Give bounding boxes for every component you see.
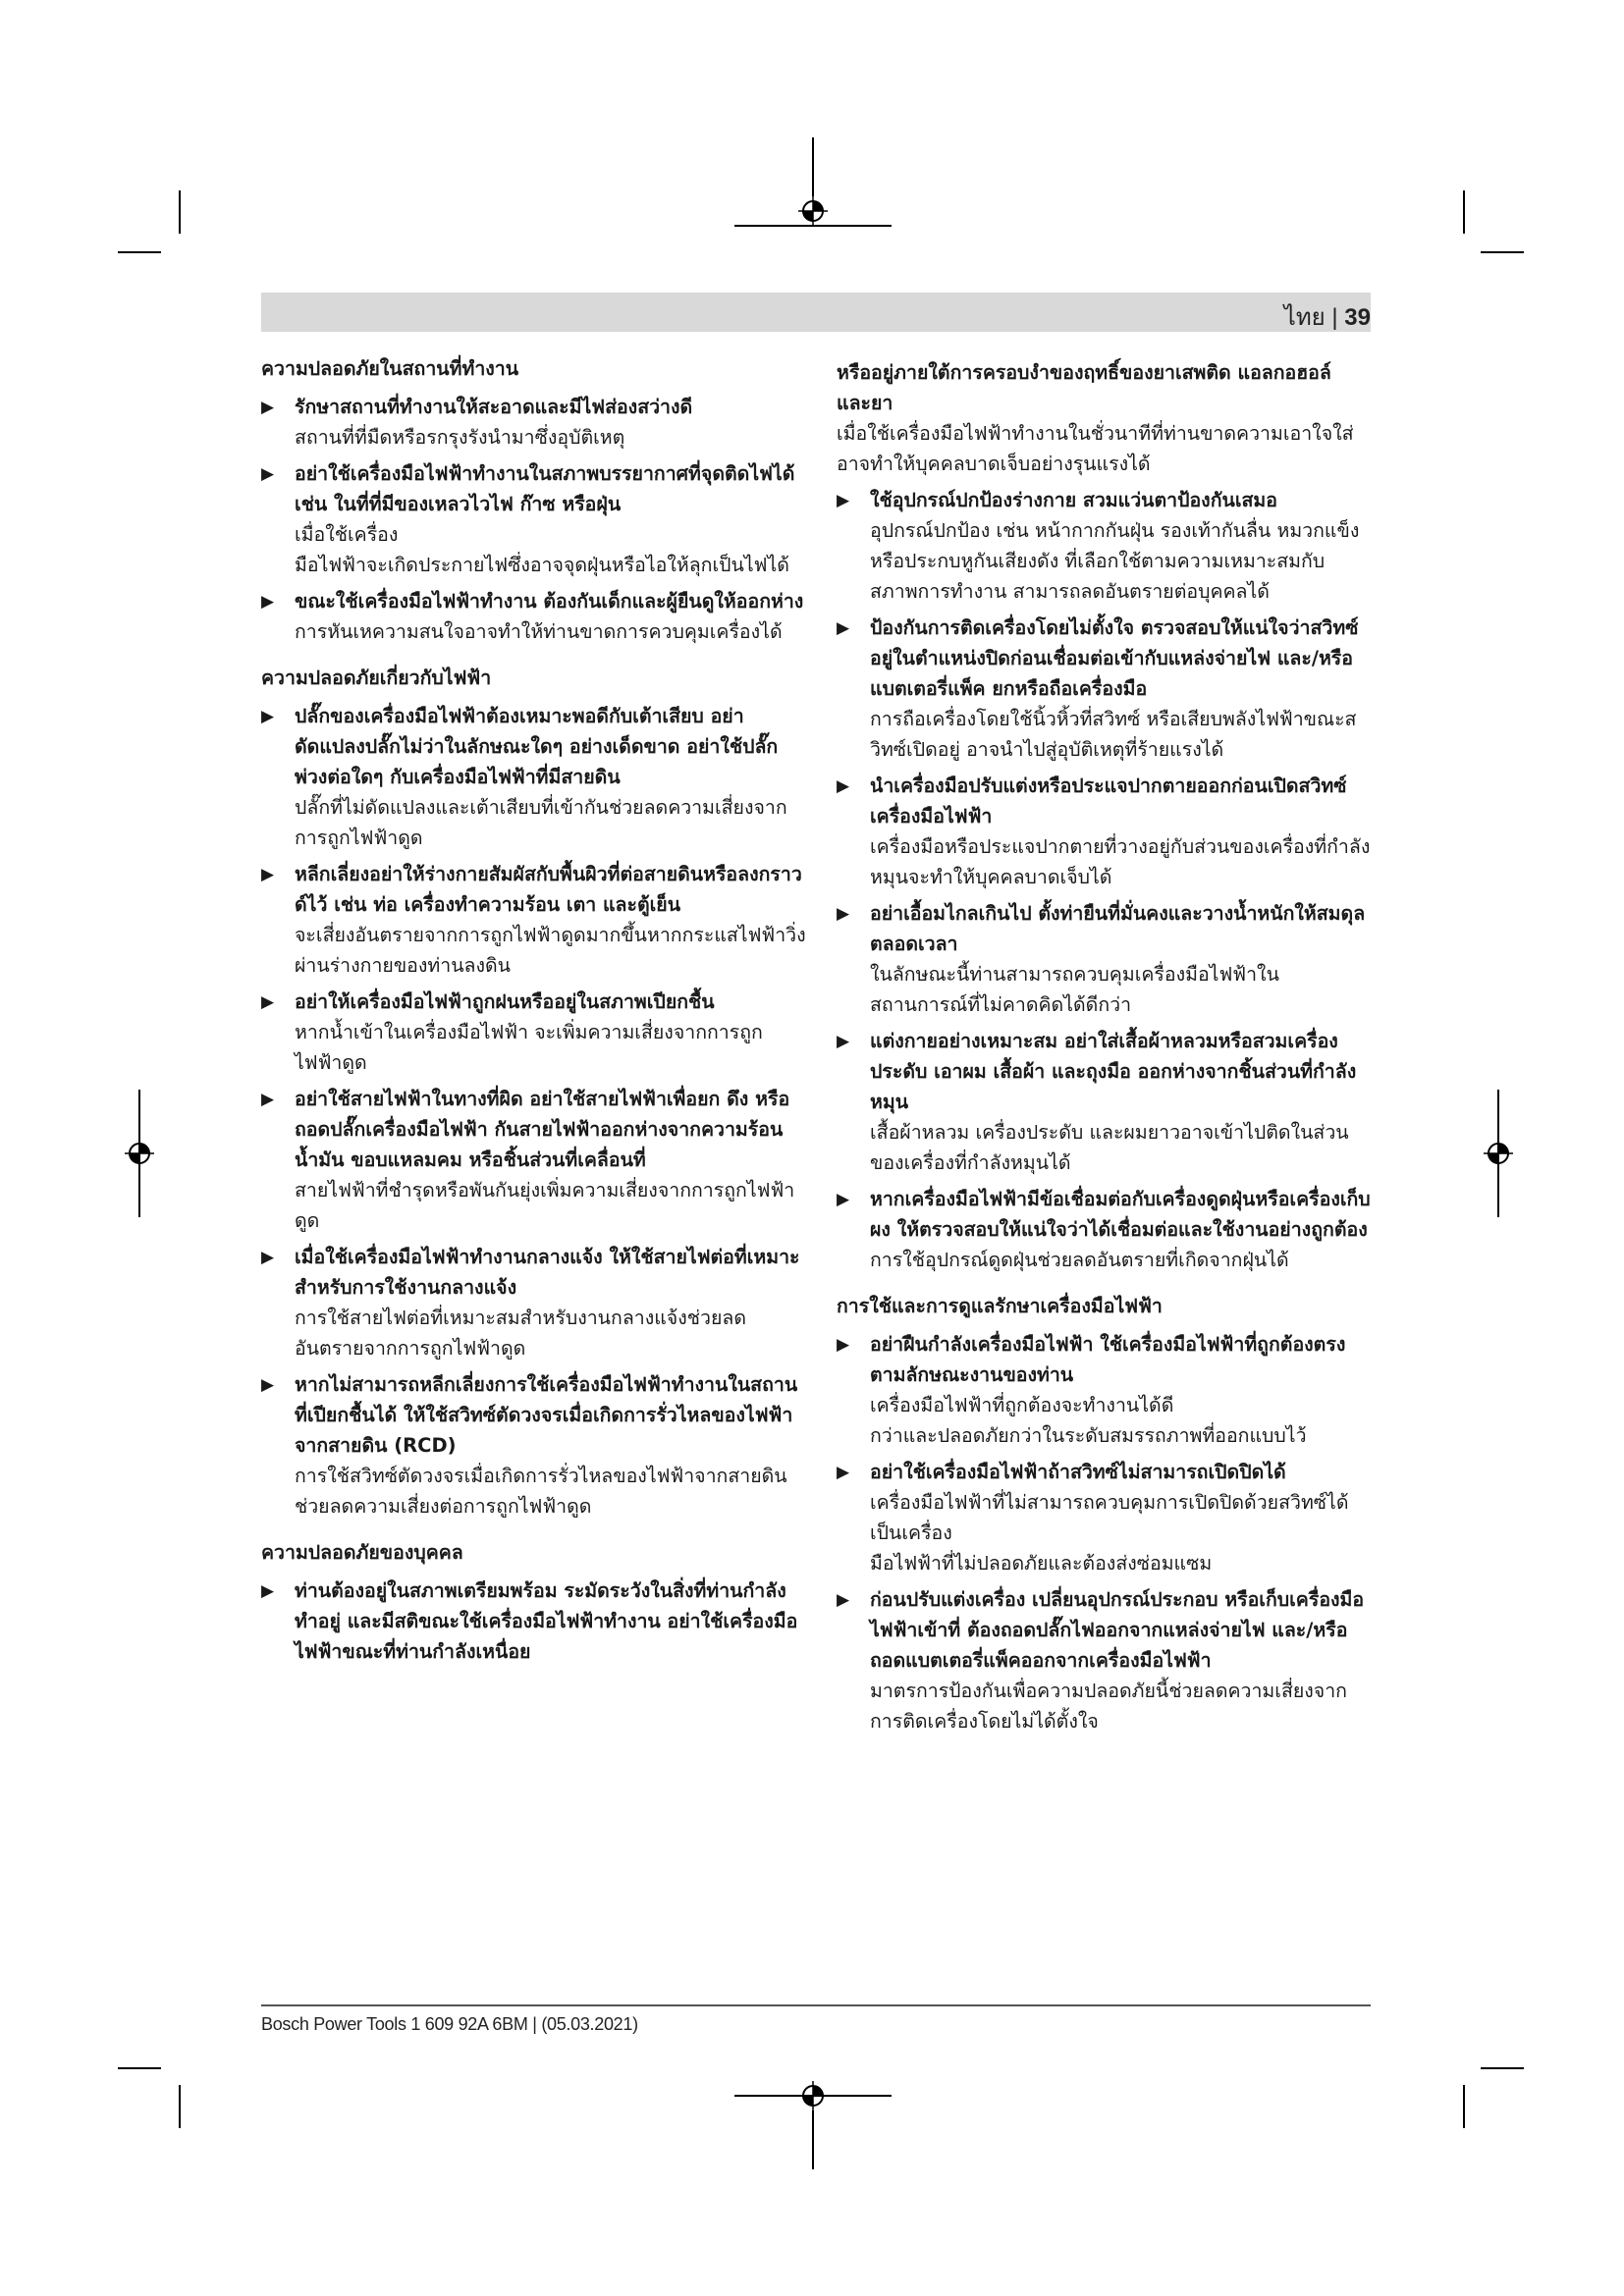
list-item: [261, 1369, 806, 1522]
item-text: การใช้สายไฟต่อที่เหมาะสมสำหรับงานกลางแจ้งช่วยลดอันตรายจากการถูกไฟฟ้าดูด: [295, 1307, 746, 1360]
item-bold-text: หลีกเลี่ยงอย่าให้ร่างกายสัมผัสกับพื้นผิวที่ต่อสายดินหรือลงกราวด์ไว้ เช่น ท่อ เครื่องทำความร้อน เตา และตู้เย็น: [295, 863, 802, 916]
bullet-triangle-icon: ▶: [261, 464, 275, 484]
item-text: ในลักษณะนี้ท่านสามารถควบคุมเครื่องมือไฟฟ้าในสถานการณ์ที่ไม่คาดคิดได้ดีกว่า: [870, 963, 1279, 1016]
right-column: [837, 357, 1372, 1742]
item-text: การใช้สวิทซ์ตัดวงจรเมื่อเกิดการรั่วไหลของไฟฟ้าจากสายดินช่วยลดความเสี่ยงต่อการถูกไฟฟ้าดูด: [295, 1465, 787, 1518]
registration-line: [734, 2095, 892, 2097]
list-item: [837, 1184, 1372, 1275]
item-text: เครื่องมือไฟฟ้าที่ถูกต้องจะทำงานได้ดี: [870, 1394, 1174, 1416]
bullet-triangle-icon: ▶: [261, 1375, 275, 1395]
item-bold-text: ขณะใช้เครื่องมือไฟฟ้าทำงาน ต้องกันเด็กและผู้ยืนดูให้ออกห่าง: [295, 590, 804, 613]
list-item: [837, 1584, 1372, 1736]
bullet-triangle-icon: ▶: [261, 398, 275, 417]
crop-mark: [179, 2085, 181, 2128]
list-item: [837, 771, 1372, 892]
list-item: [261, 392, 806, 453]
item-bold-text: ป้องกันการติดเครื่องโดยไม่ตั้งใจ ตรวจสอบให้แน่ใจว่าสวิทซ์อยู่ในตำแหน่งปิดก่อนเชื่อมต่อเข้ากับแหล่งจ่ายไฟ และ/หรือแบตเตอรี่แพ็ค ยกหรือถือเครื่องมือ: [870, 616, 1359, 700]
bullet-triangle-icon: ▶: [837, 491, 850, 510]
list-item: [261, 1242, 806, 1363]
item-bold-text: รักษาสถานที่ทำงานให้สะอาดและมีไฟส่องสว่างดี: [295, 396, 693, 418]
registration-line: [138, 1090, 140, 1217]
item-text: ปลั๊กที่ไม่ดัดแปลงและเต้าเสียบที่เข้ากันช่วยลดความเสี่ยงจากการถูกไฟฟ้าดูด: [295, 796, 787, 849]
section-heading: ความปลอดภัยในสถานที่ทำงาน: [261, 357, 519, 380]
item-bold-text: ปลั๊กของเครื่องมือไฟฟ้าต้องเหมาะพอดีกับเต้าเสียบ อย่าดัดแปลงปลั๊กไม่ว่าในลักษณะใดๆ อย่างเด็ดขาด อย่าใช้ปลั๊กพ่วงต่อใดๆ กับเครื่องมือไฟฟ้าที่มีสายดิน: [295, 705, 779, 788]
list-item: [261, 859, 806, 981]
item-text: การถือเครื่องโดยใช้นิ้วหิ้วที่สวิทซ์ หรือเสียบพลังไฟฟ้าขณะสวิทซ์เปิดอยู่ อาจนำไปสู่อุบัติเหตุที่ร้ายแรงได้: [870, 708, 1357, 761]
section-heading: การใช้และการดูแลรักษาเครื่องมือไฟฟ้า: [837, 1295, 1163, 1317]
bullet-triangle-icon: ▶: [837, 1463, 850, 1482]
bullet-triangle-icon: ▶: [837, 904, 850, 924]
crop-mark: [179, 190, 181, 234]
bullet-triangle-icon: ▶: [837, 618, 850, 638]
list-item: [837, 1026, 1372, 1178]
item-text: การหันเหความสนใจอาจทำให้ท่านขาดการควบคุมเครื่องได้: [295, 620, 783, 643]
item-bold-text: ท่านต้องอยู่ในสภาพเตรียมพร้อม ระมัดระวังในสิ่งที่ท่านกำลังทำอยู่ และมีสติขณะใช้เครื่องมือไฟฟ้าทำงาน อย่าใช้เครื่องมือไฟฟ้าขณะที่ท่านกำลังเหนื่อย: [295, 1579, 798, 1663]
bullet-triangle-icon: ▶: [261, 1090, 275, 1109]
item-bold-text: อย่าใช้เครื่องมือไฟฟ้าถ้าสวิทซ์ไม่สามารถเปิดปิดได้: [870, 1461, 1286, 1483]
list-item: [837, 1457, 1372, 1578]
item-text: สถานที่ที่มืดหรือรกรุงรังนำมาซึ่งอุบัติเหตุ: [295, 426, 625, 449]
item-bold-text: อย่าเอื้อมไกลเกินไป ตั้งท่ายืนที่มั่นคงและวางน้ำหนักให้สมดุลตลอดเวลา: [870, 902, 1366, 955]
item-bold-text: หากเครื่องมือไฟฟ้ามีข้อเชื่อมต่อกับเครื่องดูดฝุ่นหรือเครื่องเก็บผง ให้ตรวจสอบให้แน่ใจว่าได้เชื่อมต่อและใช้งานอย่างถูกต้อง: [870, 1188, 1371, 1241]
list-item: [837, 1329, 1372, 1451]
item-bold-text: อย่าใช้เครื่องมือไฟฟ้าทำงานในสภาพบรรยากาศที่จุดติดไฟได้ เช่น ในที่ที่มีของเหลวไวไฟ ก๊าซ หรือฝุ่น: [295, 462, 795, 515]
section-heading: ความปลอดภัยของบุคคล: [261, 1541, 463, 1564]
left-column: [261, 353, 806, 1673]
item-text: เครื่องมือไฟฟ้าที่ไม่สามารถควบคุมการเปิดปิดด้วยสวิทซ์ได้ เป็นเครื่อง: [870, 1491, 1349, 1544]
page-number: 39: [1344, 304, 1371, 331]
crop-mark: [118, 251, 161, 253]
item-text: กว่าและปลอดภัยกว่าในระดับสมรรถภาพที่ออกแบบไว้: [870, 1424, 1307, 1447]
registration-line: [1497, 1090, 1499, 1217]
list-item: [261, 987, 806, 1078]
item-bold-text: ก่อนปรับแต่งเครื่อง เปลี่ยนอุปกรณ์ประกอบ หรือเก็บเครื่องมือไฟฟ้าเข้าที่ ต้องถอดปลั๊กไฟออกจากแหล่งจ่ายไฟ และ/หรือถอดแบตเตอรี่แพ็คออกจากเครื่องมือไฟฟ้า: [870, 1588, 1365, 1672]
item-bold-text: นำเครื่องมือปรับแต่งหรือประแจปากตายออกก่อนเปิดสวิทซ์เครื่องมือไฟฟ้า: [870, 774, 1347, 828]
item-text: เครื่องมือหรือประแจปากตายที่วางอยู่กับส่วนของเครื่องที่กำลังหมุนจะทำให้บุคคลบาดเจ็บได้: [870, 835, 1371, 888]
item-bold-text: ใช้อุปกรณ์ปกป้องร่างกาย สวมแว่นตาป้องกันเสมอ: [870, 489, 1277, 511]
bullet-triangle-icon: ▶: [837, 1590, 850, 1610]
registration-line: [812, 2110, 814, 2169]
registration-line: [812, 137, 814, 196]
item-text: เมื่อใช้เครื่องมือไฟฟ้าทำงานในชั่วนาทีที่ท่านขาดความเอาใจใส่อาจทำให้บุคคลบาดเจ็บอย่างรุนแรงได้: [837, 422, 1354, 475]
crop-mark: [1481, 2067, 1524, 2069]
item-text: การใช้อุปกรณ์ดูดฝุ่นช่วยลดอันตรายที่เกิดจากฝุ่นได้: [870, 1249, 1289, 1271]
item-bold-text: แต่งกายอย่างเหมาะสม อย่าใส่เสื้อผ้าหลวมหรือสวมเครื่องประดับ เอาผม เสื้อผ้า และถุงมือ ออกห่างจากชิ้นส่วนที่กำลังหมุน: [870, 1030, 1357, 1113]
list-item: [261, 586, 806, 647]
bullet-triangle-icon: ▶: [261, 592, 275, 612]
bullet-triangle-icon: ▶: [261, 1581, 275, 1601]
bullet-triangle-icon: ▶: [837, 776, 850, 796]
list-item: [261, 701, 806, 853]
header-separator: |: [1331, 304, 1338, 331]
crop-mark: [118, 2067, 161, 2069]
bullet-triangle-icon: ▶: [837, 1032, 850, 1051]
item-bold-text: หรืออยู่ภายใต้การครอบงำของฤทธิ์ของยาเสพติด แอลกอฮอล์ และยา: [837, 361, 1331, 414]
list-item-continued: [837, 357, 1372, 479]
item-bold-text: หากไม่สามารถหลีกเลี่ยงการใช้เครื่องมือไฟฟ้าทำงานในสถานที่เปียกชื้นได้ ให้ใช้สวิทซ์ตัดวงจรเมื่อเกิดการรั่วไหลของไฟฟ้าจากสายดิน (RCD): [295, 1373, 798, 1457]
language-label: ไทย: [1283, 304, 1326, 331]
list-item: [261, 458, 806, 580]
bullet-triangle-icon: ▶: [837, 1190, 850, 1209]
item-text: สายไฟฟ้าที่ชำรุดหรือพันกันยุ่งเพิ่มความเสี่ยงจากการถูกไฟฟ้าดูด: [295, 1179, 795, 1232]
list-item: [837, 613, 1372, 765]
bullet-triangle-icon: ▶: [261, 992, 275, 1012]
footer-rule: [261, 2004, 1371, 2006]
item-text: เมื่อใช้เครื่อง: [295, 523, 399, 546]
list-item: [261, 1575, 806, 1667]
bullet-triangle-icon: ▶: [261, 1248, 275, 1267]
registration-mark-icon: [798, 196, 828, 226]
crop-mark: [1463, 2085, 1465, 2128]
item-text: หากน้ำเข้าในเครื่องมือไฟฟ้า จะเพิ่มความเสี่ยงจากการถูกไฟฟ้าดูด: [295, 1021, 763, 1074]
bullet-triangle-icon: ▶: [261, 865, 275, 884]
header-bar: [261, 293, 1371, 332]
item-bold-text: เมื่อใช้เครื่องมือไฟฟ้าทำงานกลางแจ้ง ให้ใช้สายไฟต่อที่เหมาะสำหรับการใช้งานกลางแจ้ง: [295, 1246, 800, 1299]
list-item: [261, 1084, 806, 1236]
item-bold-text: อย่าใช้สายไฟฟ้าในทางที่ผิด อย่าใช้สายไฟฟ้าเพื่อยก ดึง หรือถอดปลั๊กเครื่องมือไฟฟ้า กันสายไฟฟ้าออกห่างจากความร้อน น้ำมัน ขอบแหลมคม หรือชิ้นส่วนที่เคลื่อนที่: [295, 1088, 790, 1171]
item-text: มือไฟฟ้าที่ไม่ปลอดภัยและต้องส่งซ่อมแซม: [870, 1552, 1213, 1575]
item-text: จะเสี่ยงอันตรายจากการถูกไฟฟ้าดูดมากขึ้นหากกระแสไฟฟ้าวิ่งผ่านร่างกายของท่านลงดิน: [295, 924, 806, 977]
registration-line: [734, 225, 892, 227]
list-item: [837, 485, 1372, 607]
item-text: เสื้อผ้าหลวม เครื่องประดับ และผมยาวอาจเข้าไปติดในส่วนของเครื่องที่กำลังหมุนได้: [870, 1121, 1349, 1174]
item-text: มาตรการป้องกันเพื่อความปลอดภัยนี้ช่วยลดความเสี่ยงจากการติดเครื่องโดยไม่ได้ตั้งใจ: [870, 1680, 1347, 1733]
footer-text: Bosch Power Tools 1 609 92A 6BM | (05.03.2021): [261, 2014, 638, 2034]
item-bold-text: อย่าให้เครื่องมือไฟฟ้าถูกฝนหรืออยู่ในสภาพเปียกชื้น: [295, 990, 715, 1013]
crop-mark: [1463, 190, 1465, 234]
crop-mark: [1481, 251, 1524, 253]
bullet-triangle-icon: ▶: [261, 707, 275, 726]
item-bold-text: อย่าฝืนกำลังเครื่องมือไฟฟ้า ใช้เครื่องมือไฟฟ้าที่ถูกต้องตรงตามลักษณะงานของท่าน: [870, 1333, 1346, 1386]
item-text: อุปกรณ์ปกป้อง เช่น หน้ากากกันฝุ่น รองเท้ากันลื่น หมวกแข็ง หรือประกบหูกันเสียงดัง ที่เลือกใช้ตามความเหมาะสมกับสภาพการทำงาน สามารถลดอันตรายต่อบุคคลได้: [870, 519, 1360, 603]
bullet-triangle-icon: ▶: [837, 1335, 850, 1355]
section-heading: ความปลอดภัยเกี่ยวกับไฟฟ้า: [261, 667, 492, 689]
item-text: มือไฟฟ้าจะเกิดประกายไฟซึ่งอาจจุดฝุ่นหรือไอให้ลุกเป็นไฟได้: [295, 554, 789, 576]
page-header: [1284, 297, 1371, 336]
list-item: [837, 898, 1372, 1020]
